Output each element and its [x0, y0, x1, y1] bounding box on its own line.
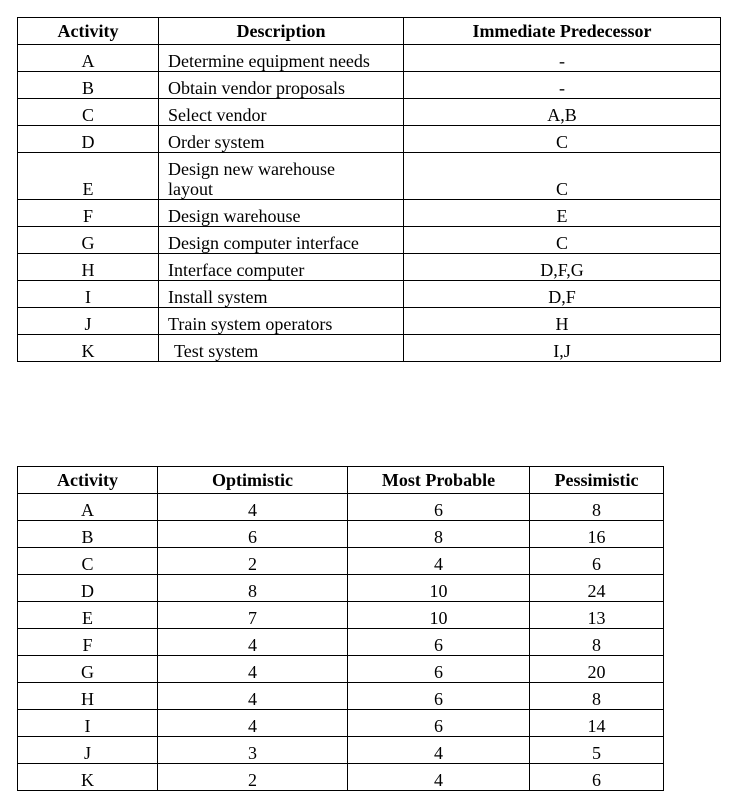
activity-cell: J	[18, 308, 159, 335]
column-header: Pessimistic	[530, 467, 664, 494]
description-cell: Order system	[159, 126, 404, 153]
activity-cell: D	[18, 126, 159, 153]
table-row	[18, 153, 721, 200]
table-row	[18, 126, 721, 153]
table-row	[18, 656, 664, 683]
activity-cell: F	[18, 200, 159, 227]
description-cell: Install system	[159, 281, 404, 308]
optimistic-cell: 7	[158, 602, 348, 629]
activity-cell: E	[18, 153, 159, 200]
description-cell: Test system	[159, 335, 404, 362]
table-header-row	[18, 467, 664, 494]
optimistic-cell: 4	[158, 494, 348, 521]
column-header: Immediate Predecessor	[404, 18, 721, 45]
column-header: Optimistic	[158, 467, 348, 494]
pessimistic-cell: 8	[530, 494, 664, 521]
most-probable-cell: 4	[348, 548, 530, 575]
pessimistic-cell: 6	[530, 764, 664, 791]
optimistic-cell: 2	[158, 764, 348, 791]
activity-cell: K	[18, 764, 158, 791]
predecessor-cell: -	[404, 45, 721, 72]
activity-cell: G	[18, 227, 159, 254]
pessimistic-cell: 16	[530, 521, 664, 548]
most-probable-cell: 6	[348, 629, 530, 656]
description-cell: Determine equipment needs	[159, 45, 404, 72]
pessimistic-cell: 13	[530, 602, 664, 629]
optimistic-cell: 4	[158, 656, 348, 683]
activity-cell: E	[18, 602, 158, 629]
most-probable-cell: 10	[348, 575, 530, 602]
activity-predecessor-table	[17, 17, 721, 362]
activity-cell: J	[18, 737, 158, 764]
predecessor-cell: D,F,G	[404, 254, 721, 281]
predecessor-cell: A,B	[404, 99, 721, 126]
optimistic-cell: 6	[158, 521, 348, 548]
description-cell: Design warehouse	[159, 200, 404, 227]
table-header-row	[18, 18, 721, 45]
table-row	[18, 521, 664, 548]
table-row	[18, 227, 721, 254]
table-row	[18, 200, 721, 227]
description-cell: Design computer interface	[159, 227, 404, 254]
pessimistic-cell: 8	[530, 629, 664, 656]
pessimistic-cell: 24	[530, 575, 664, 602]
most-probable-cell: 6	[348, 656, 530, 683]
description-cell: Obtain vendor proposals	[159, 72, 404, 99]
pessimistic-cell: 8	[530, 683, 664, 710]
column-header: Description	[159, 18, 404, 45]
predecessor-cell: C	[404, 153, 721, 200]
activity-cell: A	[18, 45, 159, 72]
table-row	[18, 548, 664, 575]
table-row	[18, 45, 721, 72]
predecessor-cell: C	[404, 227, 721, 254]
most-probable-cell: 4	[348, 737, 530, 764]
activity-cell: K	[18, 335, 159, 362]
most-probable-cell: 8	[348, 521, 530, 548]
activity-cell: B	[18, 521, 158, 548]
activity-cell: F	[18, 629, 158, 656]
activity-cell: C	[18, 99, 159, 126]
optimistic-cell: 3	[158, 737, 348, 764]
table-row	[18, 602, 664, 629]
table-row	[18, 710, 664, 737]
activity-cell: B	[18, 72, 159, 99]
table-row	[18, 494, 664, 521]
activity-cell: H	[18, 683, 158, 710]
activity-cell: C	[18, 548, 158, 575]
description-cell: Train system operators	[159, 308, 404, 335]
optimistic-cell: 4	[158, 629, 348, 656]
description-cell: Select vendor	[159, 99, 404, 126]
activity-cell: A	[18, 494, 158, 521]
pessimistic-cell: 6	[530, 548, 664, 575]
predecessor-cell: D,F	[404, 281, 721, 308]
table-row	[18, 254, 721, 281]
activity-cell: I	[18, 281, 159, 308]
table-row	[18, 764, 664, 791]
description-cell: Interface computer	[159, 254, 404, 281]
optimistic-cell: 8	[158, 575, 348, 602]
most-probable-cell: 6	[348, 683, 530, 710]
column-header: Most Probable	[348, 467, 530, 494]
table-row	[18, 737, 664, 764]
predecessor-cell: E	[404, 200, 721, 227]
predecessor-cell: I,J	[404, 335, 721, 362]
activity-cell: H	[18, 254, 159, 281]
activity-cell: D	[18, 575, 158, 602]
table-row	[18, 99, 721, 126]
table-row	[18, 575, 664, 602]
pessimistic-cell: 20	[530, 656, 664, 683]
predecessor-cell: C	[404, 126, 721, 153]
table-row	[18, 308, 721, 335]
predecessor-cell: -	[404, 72, 721, 99]
optimistic-cell: 2	[158, 548, 348, 575]
pessimistic-cell: 5	[530, 737, 664, 764]
activity-cell: I	[18, 710, 158, 737]
optimistic-cell: 4	[158, 683, 348, 710]
most-probable-cell: 4	[348, 764, 530, 791]
most-probable-cell: 6	[348, 494, 530, 521]
column-header: Activity	[18, 467, 158, 494]
table-row	[18, 629, 664, 656]
most-probable-cell: 6	[348, 710, 530, 737]
description-cell: Design new warehouse layout	[159, 153, 404, 200]
activity-cell: G	[18, 656, 158, 683]
pessimistic-cell: 14	[530, 710, 664, 737]
table-row	[18, 281, 721, 308]
column-header: Activity	[18, 18, 159, 45]
table-row	[18, 335, 721, 362]
table-row	[18, 72, 721, 99]
most-probable-cell: 10	[348, 602, 530, 629]
predecessor-cell: H	[404, 308, 721, 335]
table-row	[18, 683, 664, 710]
optimistic-cell: 4	[158, 710, 348, 737]
time-estimates-table	[17, 466, 664, 791]
